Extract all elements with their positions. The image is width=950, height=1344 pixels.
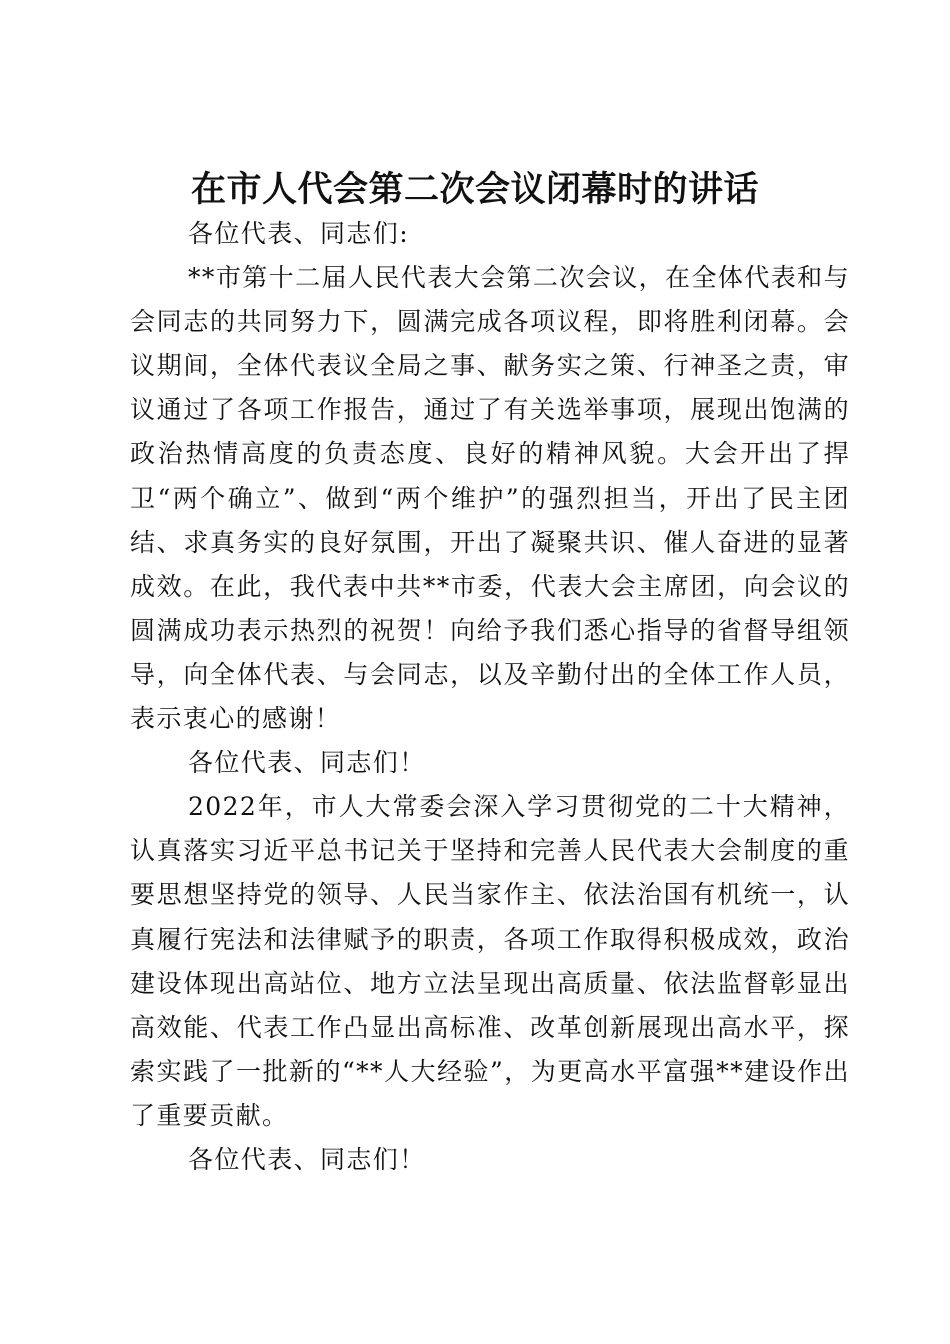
salutation-paragraph: 各位代表、同志们:: [188, 219, 410, 248]
document-title: 在市人代会第二次会议闭幕时的讲话: [190, 169, 759, 210]
body-paragraph: **市第十二届人民代表大会第二次会议，在全体代表和与会同志的共同努力下，圆满完成各项议程，即将胜利闭幕。会议期间，全体代表议全局之事、献务实之策、行神圣之责，审议通过了各项工作报告，通过了有关选举事项，展现出饱满的政治热情高度的负责态度、良好的精神风貌。大会开出了捍卫“两个确立”、做到“两个维护”的强烈担当，开出了民主团结、求真务实的良好氛围，开出了凝聚共识、催人奋进的显著成效。在此，我代表中共**市委，代表大会主席团，向会议的圆满成功表示热烈的祝贺！向给予我们悉心指导的省督导组领导，向全体代表、与会同志，以及辛勤付出的全体工作人员，表示衷心的感谢！: [130, 263, 850, 734]
salutation-paragraph: 各位代表、同志们！: [188, 748, 426, 778]
body-paragraph: 2022年，市人大常委会深入学习贯彻党的二十大精神，认真落实习近平总书记关于坚持和完善人民代表大会制度的重要思想坚持党的领导、人民当家作主、依法治国有机统一，认真履行宪法和法律赋予的职责，各项工作取得积极成效，政治建设体现出高站位、地方立法呈现出高质量、依法监督彰显出高效能、代表工作凸显出高标准、改革创新展现出高水平，探索实践了一批新的“**人大经验”，为更高水平富强**建设作出了重要贡献。: [130, 792, 850, 1130]
document-body: [130, 212, 850, 1182]
salutation-paragraph: 各位代表、同志们！: [188, 1144, 426, 1174]
